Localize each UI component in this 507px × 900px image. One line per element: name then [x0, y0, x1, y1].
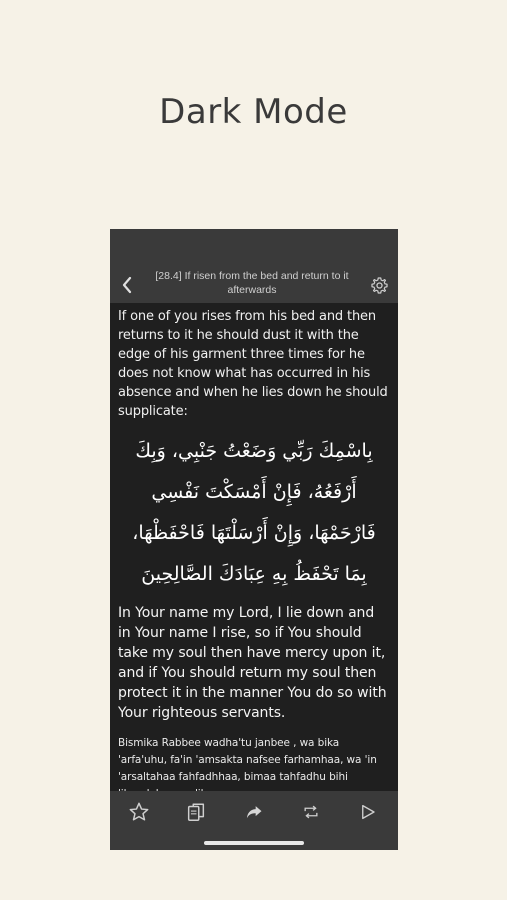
home-indicator — [204, 841, 304, 845]
repeat-icon — [301, 802, 321, 822]
copy-icon — [185, 801, 207, 823]
phone-screen — [110, 229, 398, 850]
gear-icon — [370, 276, 389, 295]
play-icon — [359, 803, 377, 821]
dua-translation: In Your name my Lord, I lie down and in Your name I rise, so if You should take my soul then have mercy upon it, and if You should return my soul then protect it in the manner You do so with Your righteous servants. — [118, 605, 387, 721]
dua-arabic-text: بِاسْمِكَ رَبِّي وَضَعْتُ جَنْبِي، وَبِكَ أَرْفَعُهُ، فَإِنْ أَمْسَكْتَ نَفْسِي فَارْحَمْهَا، وَإِنْ أَرْسَلْتَهَا فَاحْفَظْهَا، بِمَا تَحْفَظُ بِهِ عِبَادَكَ الصَّالِحِينَ — [132, 440, 376, 585]
play-button[interactable] — [354, 799, 382, 825]
settings-button[interactable] — [368, 274, 390, 296]
dua-transliteration: Bismika Rabbee wadha'tu janbee , wa bika 'arfa'uhu, fa'in 'amsakta nafsee farhamhaa, wa 'in 'arsaltahaa fahfadhhaa, bimaa tahfadhu bihi — [118, 737, 377, 783]
dua-introduction: If one of you rises from his bed and then returns to it he should dust it with the edge of his garment three times for he does not know what has occurred in his absence and when he lies down he should supplicate: — [118, 309, 388, 419]
share-button[interactable] — [240, 799, 268, 825]
chevron-left-icon — [121, 276, 133, 294]
star-icon — [128, 801, 150, 823]
status-bar — [110, 229, 398, 267]
share-icon — [244, 802, 264, 822]
dua-content[interactable] — [110, 303, 398, 791]
navigation-bar — [110, 267, 398, 303]
bottom-toolbar — [110, 791, 398, 850]
chapter-title: [28.4] If risen from the bed and return to it afterwards — [155, 270, 349, 296]
favorite-button[interactable] — [125, 799, 153, 825]
repeat-button[interactable] — [297, 799, 325, 825]
copy-button[interactable] — [182, 799, 210, 825]
back-button[interactable] — [116, 273, 138, 297]
promo-title: Dark Mode — [159, 92, 348, 132]
